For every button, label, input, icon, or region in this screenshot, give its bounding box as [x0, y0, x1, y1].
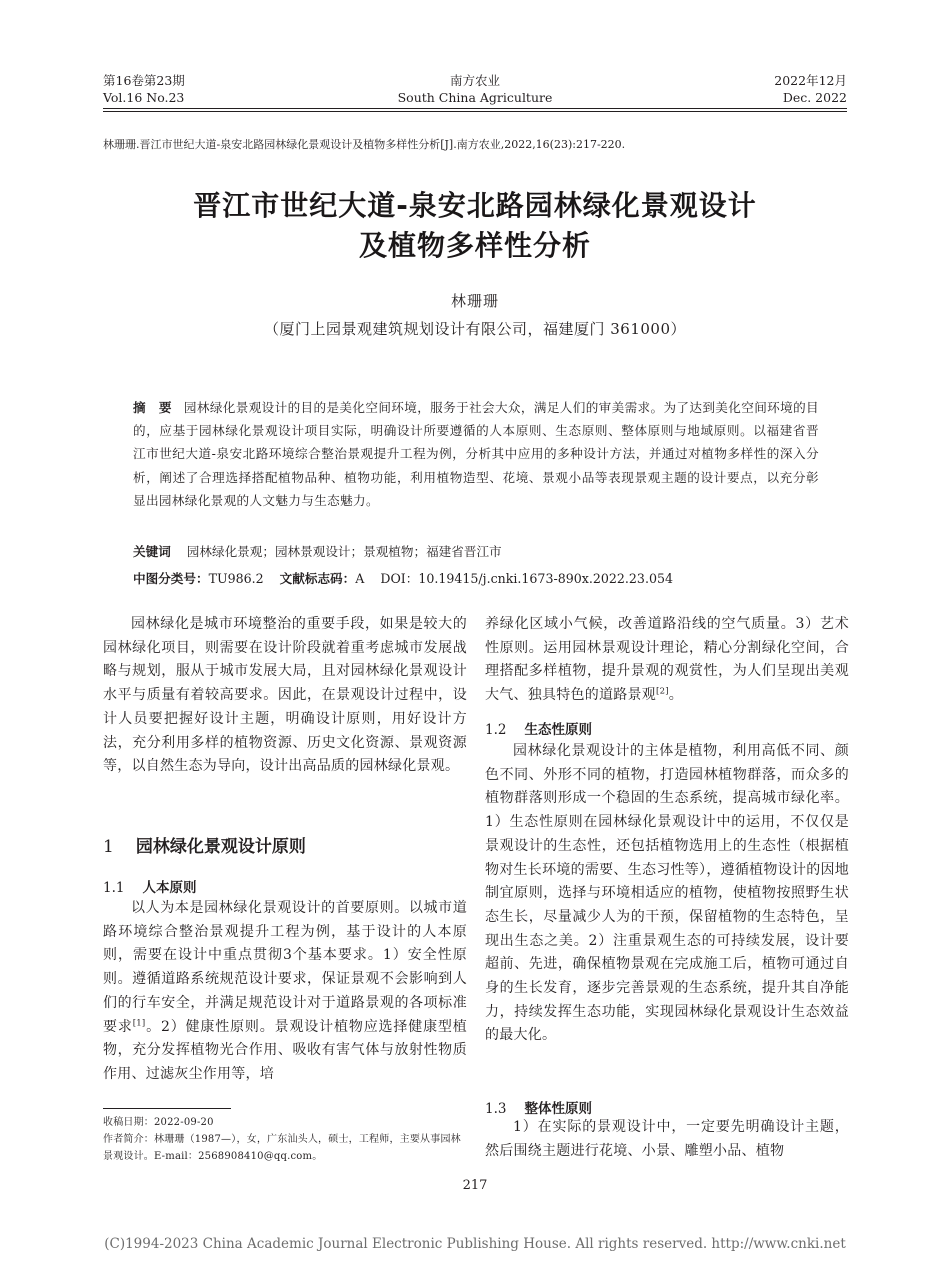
author-affiliation: （厦门上园景观建筑规划设计有限公司，福建厦门 361000） — [263, 320, 687, 338]
left-column — [103, 613, 467, 779]
subsection-1-2-number: 1.2 — [485, 722, 507, 738]
paragraph-1-1-part-b: 。2）健康性原则。景观设计植物应选择健康型植物，充分发挥植物光合作用、吸收有害气体与放射性物质作用、过滤灰尘作用等，培 — [103, 1018, 468, 1082]
abstract — [133, 396, 819, 512]
volume-cn: 第16卷第23期 — [103, 73, 185, 88]
paragraph-1-2: 园林绿化景观设计的主体是植物，利用高低不同、颜色不同、外形不同的植物，打造园林植物群落，而众多的植物群落则形成一个稳固的生态系统，提高城市绿化率。1）生态性原则在园林绿化景观设计中的运用，不仅仅是景观设计的生态性，还包括植物选用上的生态性（根据植物对生长环境的需要、生态习性等），遵循植物设计的因地制宜原则，选择与环境相适应的植物，使植物按照野生状态生长，尽量减少人为的干预，保留植物的生态特色，呈现出生态之美。2）注重景观生态的可持续发展，设计要超前、先进，确保植物景观在完成施工后，植物可通过自身的生长发育，逐步完善景观的生态系统，提升其自净能力，持续发挥生态功能，实现园林绿化景观设计生态效益的最大化。 — [485, 743, 849, 1044]
section-1-heading — [103, 832, 306, 857]
journal-cn: 南方农业 — [449, 73, 500, 88]
journal-en: South China Agriculture — [397, 90, 553, 105]
author-name: 林珊珊 — [450, 292, 499, 310]
paragraph-1-3: 1）在实际的景观设计中，一定要先明确设计主题，然后围绕主题进行花境、小景、雕塑小品、植物 — [485, 1119, 849, 1159]
citation-ref-2: [2] — [656, 686, 669, 697]
subsection-1-1-title: 人本原则 — [142, 880, 197, 896]
date-cn: 2022年12月 — [774, 73, 847, 88]
subsection-1-3-number: 1.3 — [485, 1101, 507, 1117]
subsection-1-3-body — [485, 1116, 849, 1163]
classification-line — [133, 568, 673, 587]
subsection-1-2-heading — [485, 718, 592, 738]
footnote-rule — [103, 1108, 231, 1109]
subsection-1-3-heading — [485, 1097, 592, 1117]
running-header-date — [774, 72, 847, 106]
date-en: Dec. 2022 — [782, 90, 847, 105]
header-rule-bottom — [103, 111, 847, 112]
continued-paragraph-part-b: 。 — [668, 687, 684, 704]
subsection-1-1-body — [103, 897, 467, 1087]
volume-en: Vol.16 No.23 — [103, 90, 185, 105]
footnote-received-date: 收稿日期：2022-09-20 — [103, 1117, 214, 1128]
abstract-text: 园林绿化景观设计的目的是美化空间环境，服务于社会大众，满足人们的审美需求。为了达到美化空间环境的目的，应基于园林绿化景观设计项目实际，明确设计所要遵循的人本原则、生态原则、整体原则与地域原则。以福建省晋江市世纪大道-泉安北路环境综合整治景观提升工程为例，分析其中应用的多种设计方法，并通过对植物多样性的深入分析，阐述了合理选择搭配植物品种、植物功能，利用植物造型、花境、景观小品等表现景观主题的设计要点，以充分彰显出园林绿化景观的人文魅力与生态魅力。 — [133, 400, 819, 508]
subsection-1-1-heading — [103, 876, 196, 896]
citation-line: 林珊珊.晋江市世纪大道-泉安北路园林绿化景观设计及植物多样性分析[J].南方农业,2022,16(23):217-220. — [103, 138, 626, 151]
article-title-line-2: 及植物多样性分析 — [358, 229, 591, 262]
footnote-author-bio: 作者简介：林珊珊（1987—），女，广东汕头人，硕士，工程师，主要从事园林景观设计。E-mail：2568908410@qq.com。 — [103, 1134, 461, 1162]
clc-label: 中图分类号： — [133, 571, 209, 586]
intro-paragraph: 园林绿化是城市环境整治的重要手段，如果是较大的园林绿化项目，则需要在设计阶段就着重考虑城市发展战略与规划，服从于城市发展大局，且对园林绿化景观设计水平与质量有着较高要求。因此，在景观设计过程中，设计人员要把握好设计主题，明确设计原则，用好设计方法，充分利用多样的植物资源、历史文化资源、景观资源等，以自然生态为导向，设计出高品质的园林绿化景观。 — [103, 616, 467, 775]
section-1-title: 园林绿化景观设计原则 — [135, 837, 306, 857]
subsection-1-2-title: 生态性原则 — [524, 722, 592, 738]
clc-value: TU986.2 — [208, 571, 264, 586]
doi-value: 10.19415/j.cnki.1673-890x.2022.23.054 — [418, 571, 673, 586]
doc-code-label: 文献标志码： — [279, 571, 356, 586]
right-column-continuation — [485, 613, 849, 708]
paragraph-1-1-part-a: 以人为本是园林绿化景观设计的首要原则。以城市道路环境综合整治景观提升工程为例，基于设计的人本原则，需要在设计中重点贯彻3个基本要求。1）安全性原则。遵循道路系统规范设计要求，保证景观不会影响到人们的行车安全，并满足规范设计对于道路景观的各项标准要求 — [103, 900, 467, 1035]
doi-label: DOI： — [380, 571, 419, 586]
keywords-label: 关键词 — [133, 544, 171, 559]
article-title-line-1: 晋江市世纪大道-泉安北路园林绿化景观设计 — [193, 189, 757, 222]
citation-ref-1: [1] — [132, 1017, 146, 1028]
continued-paragraph-part-a: 养绿化区域小气候，改善道路沿线的空气质量。3）艺术性原则。运用园林景观设计理论，精心分割绿化空间，合理搭配多样植物，提升景观的观赏性，为人们呈现出美观大气、独具特色的道路景观 — [485, 616, 849, 704]
header-rule-top — [103, 108, 847, 109]
keywords — [133, 541, 502, 560]
continued-paragraph — [485, 613, 849, 708]
section-1-number: 1 — [103, 837, 114, 857]
page-number: 217 — [462, 1178, 488, 1193]
copyright-notice: (C)1994-2023 China Academic Journal Electronic Publishing House. All rights reserved. http://www.cnki.net — [104, 1236, 846, 1252]
keywords-text: 园林绿化景观；园林景观设计；景观植物；福建省晋江市 — [186, 544, 502, 559]
subsection-1-3-title: 整体性原则 — [524, 1101, 592, 1117]
paragraph-1-1 — [103, 897, 467, 1087]
subsection-1-2-body — [485, 740, 849, 1048]
subsection-1-1-number: 1.1 — [103, 880, 125, 896]
doc-code-value: A — [355, 571, 365, 586]
abstract-label: 摘 要 — [133, 400, 172, 415]
